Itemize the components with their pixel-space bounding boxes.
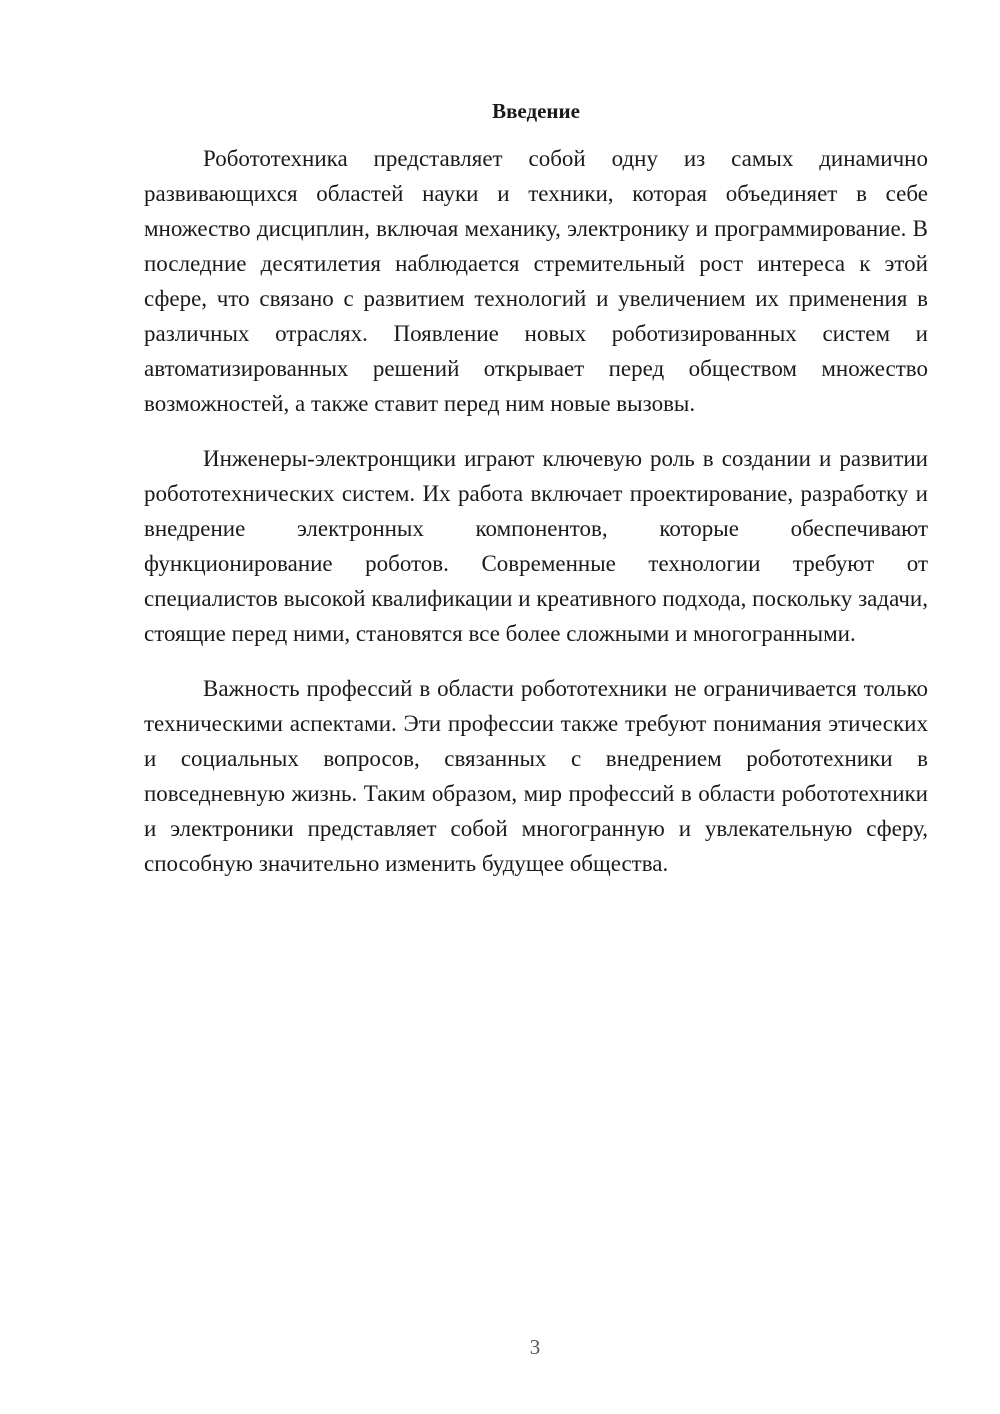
page-title: Введение bbox=[492, 99, 580, 123]
paragraph-3: Важность профессий в области робототехники не ограничивается только техническими аспектами. Эти профессии также требуют понимания этических и социальных вопросов, связанных с внедрением робототехники в повседневную жизнь. Таким образом, мир профессий в области робототехники и электроники представляет собой многогранную и увлекательную сферу, способную значительно изменить будущее общества. bbox=[144, 676, 928, 876]
paragraph-1: Робототехника представляет собой одну из самых динамично развивающихся областей науки и техники, которая объединяет в себе множество дисциплин, включая механику, электронику и программирование. В последние десятилетия наблюдается стремительный рост интереса к этой сфере, что связано с развитием технологий и увеличением их применения в различных отраслях. Появление новых роботизированных систем и автоматизированных решений открывает перед обществом множество возможностей, а также ставит перед ним новые вызовы. bbox=[144, 146, 928, 416]
document-body bbox=[144, 141, 928, 901]
paragraph-2: Инженеры-электронщики играют ключевую роль в создании и развитии робототехнических систем. Их работа включает проектирование, разработку и внедрение электронных компонентов, которые обеспечивают функционирование роботов. Современные технологии требуют от специалистов высокой квалификации и креативного подхода, поскольку задачи, стоящие перед ними, становятся все более сложными и многогранными. bbox=[144, 446, 928, 646]
page-number: 3 bbox=[529, 1335, 541, 1359]
